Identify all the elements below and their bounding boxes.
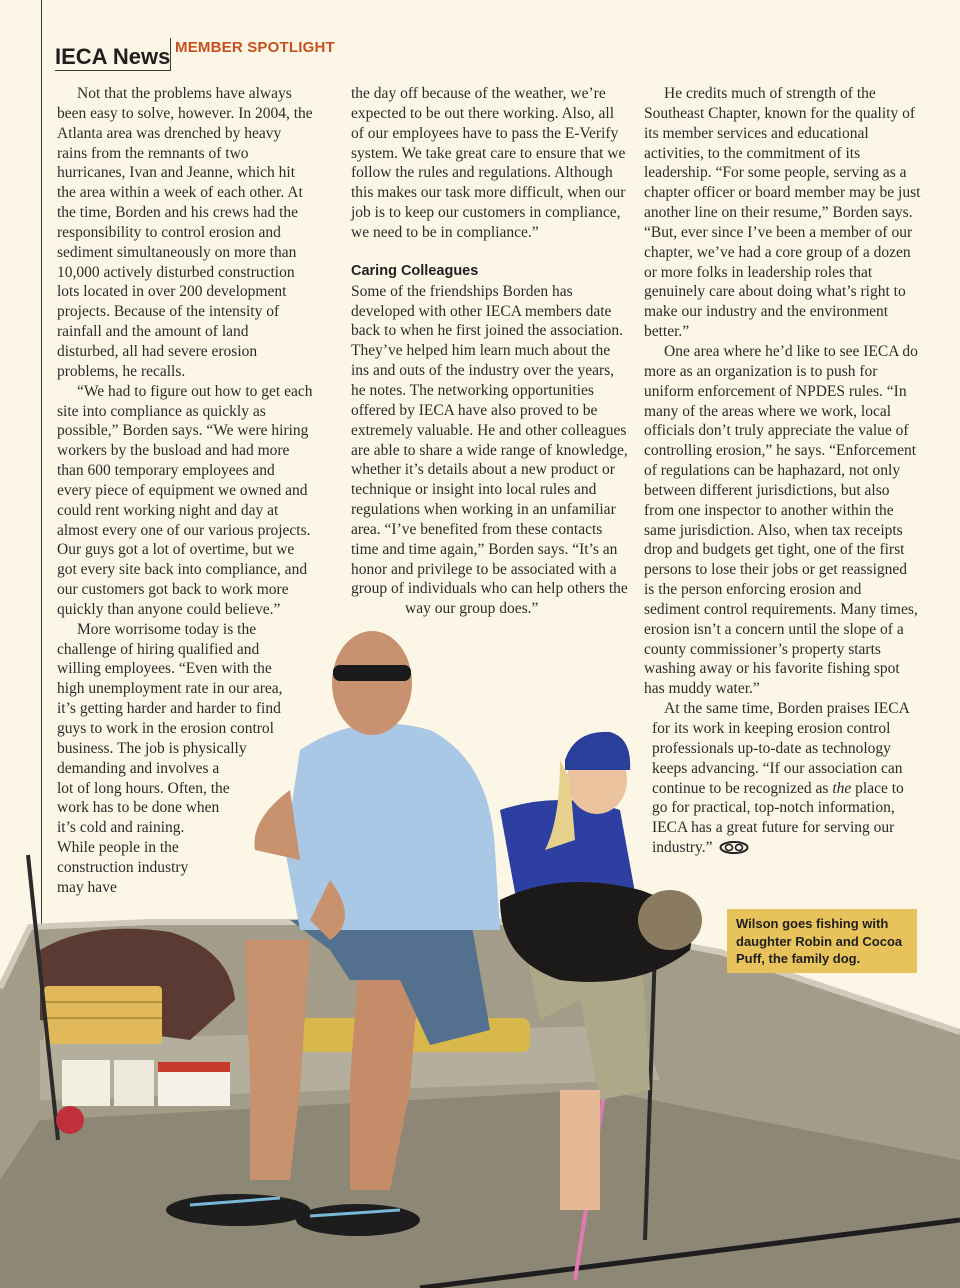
warning-label-1 [62, 1060, 110, 1106]
photo-wrap-2b [350, 601, 405, 621]
col3-p3-part-b: place to go for practical, top-notch information, IECA has a great future for serving our industry.” [652, 779, 904, 857]
article-column-1 [57, 84, 332, 898]
col1-paragraph-1: Not that the problems have always been easy to solve, however. In 2004, the Atlanta area was drenched by heavy rains from the remnants of two hurricanes, Ivan and Jeanne, which hit the area within a week of each other. At the time, Borden and his crews had the responsibility to control erosion and sediment simultaneously on more than 10,000 actively disturbed construction lots located in over 200 development projects. Because of the intensity of rainfall and the amount of land disturbed, all had severe erosion problems, he recalls. [57, 85, 313, 380]
article-column-2 [350, 84, 628, 701]
section-label: MEMBER SPOTLIGHT [175, 39, 335, 56]
col3-paragraph-2: One area where he’d like to see IECA do more as an organization is to push for uniform enforcement of NPDES rules. “In many of the areas where we work, local officials don’t truly appreciate the value of controlling erosion,” he says. “Enforcement of regulations can be haphazard, not only between different jurisdictions, but also from one inspector to another within the same jurisdiction. Also, when tax receipts drop and budgets get tight, one of the first persons to lose their jobs or get reassigned is the person enforcing erosion and sediment control requirements. Many times, erosion isn’t a concern until the slope of a county commissioner’s property starts washing away or his favorite fishing spot has muddy water.” [644, 342, 918, 698]
col3-paragraph-1: He credits much of strength of the Southeast Chapter, known for the quality of its member services and educational activities, to the commitment of its leadership. “For some people, serving as a chapter officer or board member may be just another line on their resume,” Borden says. “But, ever since I’ve been a member of our chapter, we’ve had a core group of a dozen or more folks in leadership roles that genuinely care about doing what’s right to make our industry and the environment better.” [644, 85, 921, 341]
man-right-sandal [296, 1204, 420, 1236]
col1-paragraph-2: “We had to figure out how to get each site into compliance as quickly as possible,” Borden says. “We were hiring workers by the busload and had more than 600 temporary employees and every piece of equipment we owned and could rent working night and day at almost every one of our various projects. Our guys got a lot of overtime, but we got every site back into compliance, and our customers got back to work more quickly than anyone could believe.” [57, 382, 313, 618]
photo-wrap-1b [284, 644, 332, 774]
girl-cap [565, 732, 630, 770]
col1-paragraph-3: More worrisome today is the challenge of hiring qualified and willing employees. “Even with the high unemployment rate in our area, it’s getting harder and harder to find guys to work in the erosion control business. The job is physically demanding and involves a lot of long hours. Often, the work has to be done when it’s cold and raining. While people in the construction industry may have [57, 620, 283, 896]
col3-p3-emphasis: the [832, 779, 852, 797]
warning-label-2 [114, 1060, 154, 1106]
article-column-3 [643, 84, 921, 919]
photo-wrap-1d [217, 834, 332, 894]
photo-wrap-3c [643, 859, 660, 879]
subheading-caring-colleagues: Caring Colleagues [351, 262, 479, 279]
col3-paragraph-3 [643, 699, 921, 858]
photo-wrap-2d [350, 641, 435, 701]
publication-title: IECA News [55, 44, 171, 69]
photo-wrap-2c [350, 621, 425, 641]
masthead-underline [55, 70, 171, 71]
girl-legs [560, 1090, 600, 1210]
photo-wrap-1c [232, 774, 332, 834]
fishing-reel-left [56, 1106, 84, 1134]
photo-wrap-3b [643, 719, 652, 859]
man-left-sandal [166, 1194, 310, 1226]
tackle-box [44, 986, 162, 1044]
col2-paragraph-1: the day off because of the weather, we’re expected to be out there working. Also, all of our employees have to pass the E-Verify system. We take great care to ensure that we follow the rules and regulations. Although this makes our task more difficult, when our job is to keep our customers in compliance, we need to be in compliance.” [351, 85, 626, 241]
end-mark-icon [719, 841, 749, 854]
photo-wrap-3d [643, 879, 695, 919]
masthead-divider [170, 38, 171, 71]
col3-p3-part-a: At the same time, Borden praises IECA for its work in keeping erosion control professionals up-to-date as technology keeps advancing. “If our association can continue to be recognized as [652, 700, 909, 797]
col2-paragraph-2: Some of the friendships Borden has developed with other IECA members date back to when he first joined the association. They’ve helped him learn much about the ins and outs of the industry over the years, he notes. The networking opportunities offered by IECA have also proved to be extremely valuable. He and other colleagues are able to share a wide range of knowledge, whether it’s details about a new product or technique or insight into local rules and regulations when working in an unfamiliar area. “I’ve benefited from these contacts time and time again,” Borden says. “It’s an honor and privilege to be associated with a group of individuals who can help others the way our group does.” [351, 282, 628, 618]
photo-wrap-1a [313, 84, 332, 644]
photo-caption: Wilson goes fishing with daughter Robin and Cocoa Puff, the family dog. [727, 909, 917, 973]
